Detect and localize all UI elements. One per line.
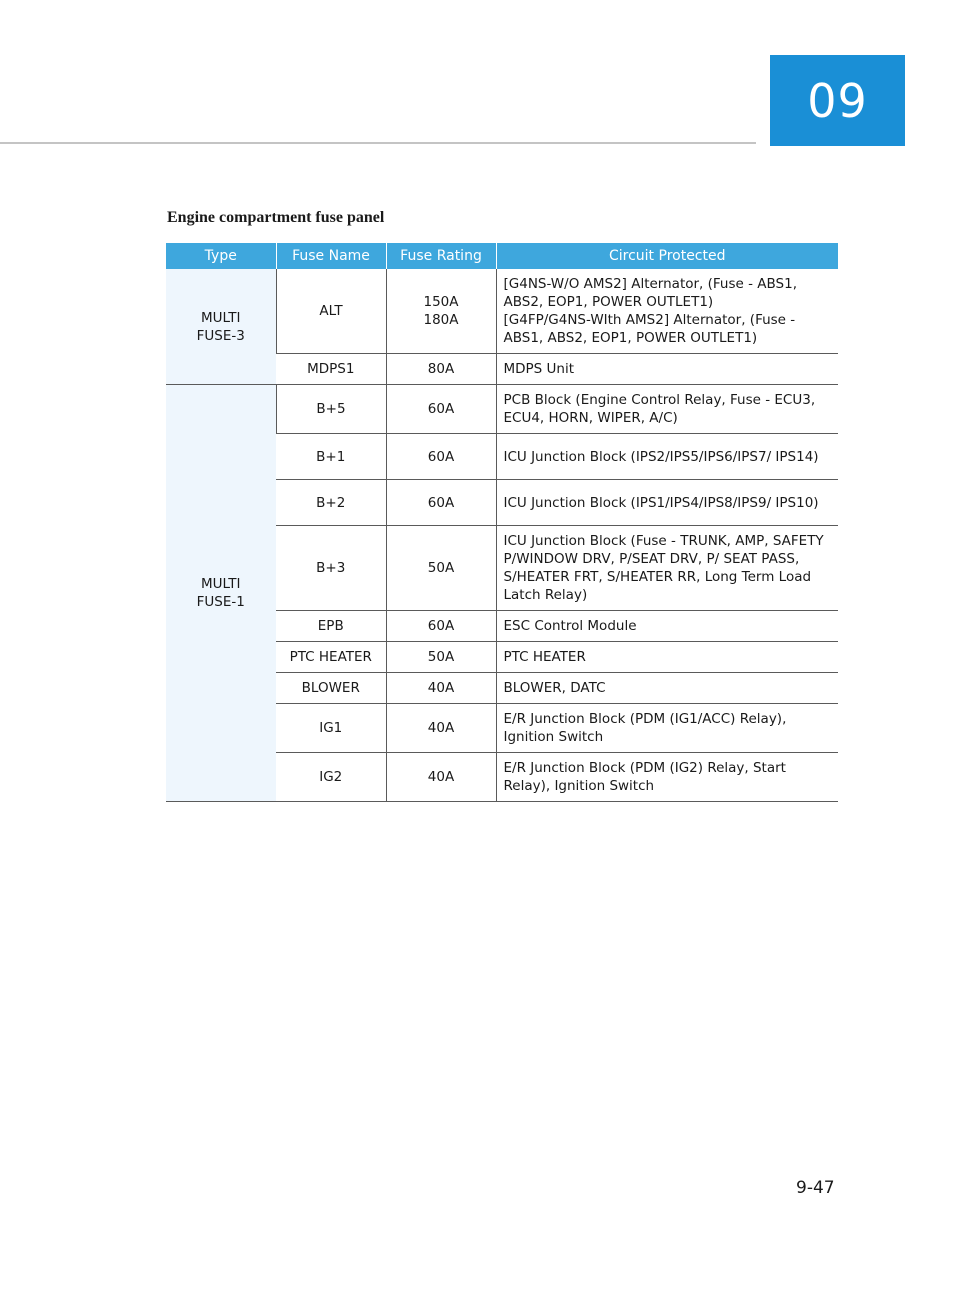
table-header-row bbox=[166, 243, 838, 269]
circuit-protected-cell: PTC HEATER bbox=[496, 642, 838, 673]
fuse-name-cell: BLOWER bbox=[276, 673, 386, 704]
circuit-protected-cell: ICU Junction Block (IPS2/IPS5/IPS6/IPS7/ IPS14) bbox=[496, 434, 838, 480]
chapter-divider-line bbox=[0, 142, 756, 144]
fuse-rating-cell: 60A bbox=[386, 434, 496, 480]
fuse-rating-cell: 40A bbox=[386, 753, 496, 802]
circuit-protected-cell: MDPS Unit bbox=[496, 354, 838, 385]
fuse-type-cell: MULTI FUSE-1 bbox=[166, 385, 276, 802]
page-number: 9-47 bbox=[796, 1178, 835, 1198]
fuse-name-cell: B+2 bbox=[276, 480, 386, 526]
fuse-rating-cell: 150A 180A bbox=[386, 269, 496, 354]
circuit-protected-cell: ESC Control Module bbox=[496, 611, 838, 642]
fuse-name-cell: MDPS1 bbox=[276, 354, 386, 385]
circuit-protected-cell: PCB Block (Engine Control Relay, Fuse - ECU3, ECU4, HORN, WIPER, A/C) bbox=[496, 385, 838, 434]
fuse-name-cell: IG2 bbox=[276, 753, 386, 802]
header-fuse-rating: Fuse Rating bbox=[386, 243, 496, 269]
fuse-rating-cell: 50A bbox=[386, 526, 496, 611]
fuse-name-cell: ALT bbox=[276, 269, 386, 354]
fuse-rating-cell: 40A bbox=[386, 673, 496, 704]
fuse-name-cell: PTC HEATER bbox=[276, 642, 386, 673]
fuse-rating-cell: 40A bbox=[386, 704, 496, 753]
circuit-protected-cell: BLOWER, DATC bbox=[496, 673, 838, 704]
chapter-number: 09 bbox=[807, 73, 868, 128]
table-row bbox=[166, 385, 838, 434]
circuit-protected-cell: [G4NS-W/O AMS2] Alternator, (Fuse - ABS1, ABS2, EOP1, POWER OUTLET1) [G4FP/G4NS-WIth AMS2] Alternator, (Fuse - ABS1, ABS2, EOP1, POWER OUTLET1) bbox=[496, 269, 838, 354]
chapter-tab bbox=[770, 55, 905, 146]
fuse-rating-cell: 60A bbox=[386, 480, 496, 526]
header-circuit-protected: Circuit Protected bbox=[496, 243, 838, 269]
fuse-name-cell: IG1 bbox=[276, 704, 386, 753]
fuse-rating-cell: 60A bbox=[386, 611, 496, 642]
fuse-type-cell: MULTI FUSE-3 bbox=[166, 269, 276, 385]
circuit-protected-cell: ICU Junction Block (IPS1/IPS4/IPS8/IPS9/ IPS10) bbox=[496, 480, 838, 526]
section-title: Engine compartment fuse panel bbox=[167, 209, 385, 226]
fuse-rating-cell: 80A bbox=[386, 354, 496, 385]
table-row bbox=[166, 269, 838, 354]
fuse-name-cell: B+5 bbox=[276, 385, 386, 434]
fuse-table-body bbox=[166, 269, 838, 802]
fuse-name-cell: B+3 bbox=[276, 526, 386, 611]
circuit-protected-cell: ICU Junction Block (Fuse - TRUNK, AMP, SAFETY P/WINDOW DRV, P/SEAT DRV, P/ SEAT PASS, S/HEATER FRT, S/HEATER RR, Long Term Load Latch Relay) bbox=[496, 526, 838, 611]
fuse-name-cell: B+1 bbox=[276, 434, 386, 480]
header-type: Type bbox=[166, 243, 276, 269]
circuit-protected-cell: E/R Junction Block (PDM (IG1/ACC) Relay), Ignition Switch bbox=[496, 704, 838, 753]
fuse-rating-cell: 50A bbox=[386, 642, 496, 673]
circuit-protected-cell: E/R Junction Block (PDM (IG2) Relay, Start Relay), Ignition Switch bbox=[496, 753, 838, 802]
fuse-rating-cell: 60A bbox=[386, 385, 496, 434]
fuse-table bbox=[166, 243, 838, 802]
fuse-name-cell: EPB bbox=[276, 611, 386, 642]
header-fuse-name: Fuse Name bbox=[276, 243, 386, 269]
